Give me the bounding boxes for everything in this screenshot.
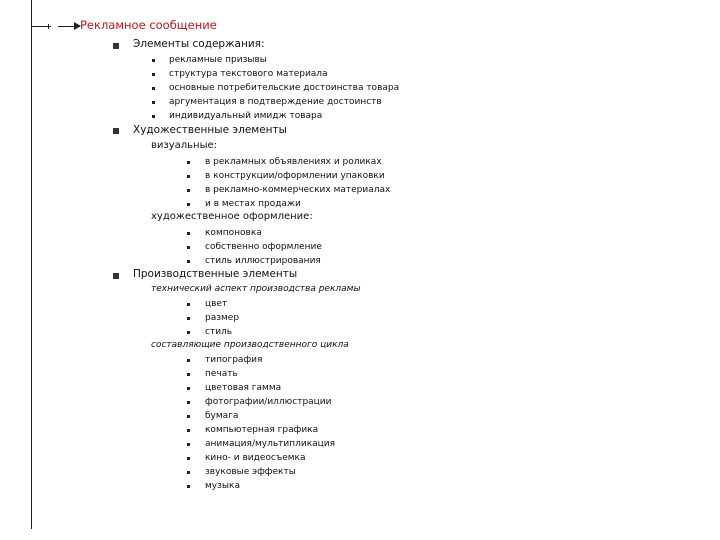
list-item: компоновка xyxy=(205,226,322,240)
bullet-icon xyxy=(187,189,190,192)
bullet-icon xyxy=(152,101,155,104)
cycle-items-list xyxy=(205,353,335,493)
bullet-icon xyxy=(187,203,190,206)
section-heading-artistic: Художественные элементы xyxy=(133,124,287,136)
list-item: размер xyxy=(205,311,239,325)
bullet-icon xyxy=(187,401,190,404)
list-item: в конструкции/оформлении упаковки xyxy=(205,169,390,183)
page-title: Рекламное сообщение xyxy=(80,18,217,32)
list-item: основные потребительские достоинства товара xyxy=(169,81,399,95)
list-item: цвет xyxy=(205,297,239,311)
bullet-icon xyxy=(187,485,190,488)
list-item: и в местах продажи xyxy=(205,197,390,211)
group-label-cycle: составляющие производственного цикла xyxy=(151,340,349,350)
list-item: фотографии/иллюстрации xyxy=(205,395,335,409)
bullet-icon xyxy=(187,161,190,164)
square-bullet-icon xyxy=(113,43,119,49)
bullet-icon xyxy=(187,429,190,432)
bullet-icon xyxy=(152,87,155,90)
section-heading-production: Производственные элементы xyxy=(133,268,298,280)
group-label-design: художественное оформление: xyxy=(151,211,313,222)
list-item: собственно оформление xyxy=(205,240,322,254)
bullet-icon xyxy=(187,415,190,418)
bullet-icon xyxy=(187,232,190,235)
group-label-technical: технический аспект производства рекламы xyxy=(151,284,361,294)
list-item: рекламные призывы xyxy=(169,53,399,67)
bullet-icon xyxy=(187,260,190,263)
bullet-icon xyxy=(187,443,190,446)
connector-tick xyxy=(48,24,49,29)
bullet-icon xyxy=(152,59,155,62)
bullet-icon xyxy=(187,246,190,249)
list-item: структура текстового материала xyxy=(169,67,399,81)
bullet-icon xyxy=(152,73,155,76)
list-item: бумага xyxy=(205,409,335,423)
bullet-icon xyxy=(187,457,190,460)
left-vertical-line xyxy=(31,0,32,529)
list-item: кино- и видеосъемка xyxy=(205,451,335,465)
list-item: индивидуальный имидж товара xyxy=(169,109,399,123)
bullet-icon xyxy=(187,387,190,390)
list-item: стиль xyxy=(205,325,239,339)
list-item: музыка xyxy=(205,479,335,493)
list-item: аргументация в подтверждение достоинств xyxy=(169,95,399,109)
bullet-icon xyxy=(187,373,190,376)
list-item: цветовая гамма xyxy=(205,381,335,395)
list-item: типография xyxy=(205,353,335,367)
visual-items-list xyxy=(205,155,390,211)
square-bullet-icon xyxy=(113,128,119,134)
square-bullet-icon xyxy=(113,273,119,279)
list-item: звуковые эффекты xyxy=(205,465,335,479)
list-item: в рекламно-коммерческих материалах xyxy=(205,183,390,197)
content-items-list xyxy=(169,53,399,123)
technical-items-list xyxy=(205,297,239,339)
list-item: стиль иллюстрирования xyxy=(205,254,322,268)
section-heading-content: Элементы содержания: xyxy=(133,38,265,50)
group-label-visual: визуальные: xyxy=(151,140,217,151)
bullet-icon xyxy=(152,115,155,118)
bullet-icon xyxy=(187,175,190,178)
list-item: компьютерная графика xyxy=(205,423,335,437)
list-item: в рекламных объявлениях и роликах xyxy=(205,155,390,169)
list-item: анимация/мультипликация xyxy=(205,437,335,451)
bullet-icon xyxy=(187,331,190,334)
bullet-icon xyxy=(187,303,190,306)
bullet-icon xyxy=(187,359,190,362)
bullet-icon xyxy=(187,471,190,474)
design-items-list xyxy=(205,226,322,268)
list-item: печать xyxy=(205,367,335,381)
bullet-icon xyxy=(187,317,190,320)
